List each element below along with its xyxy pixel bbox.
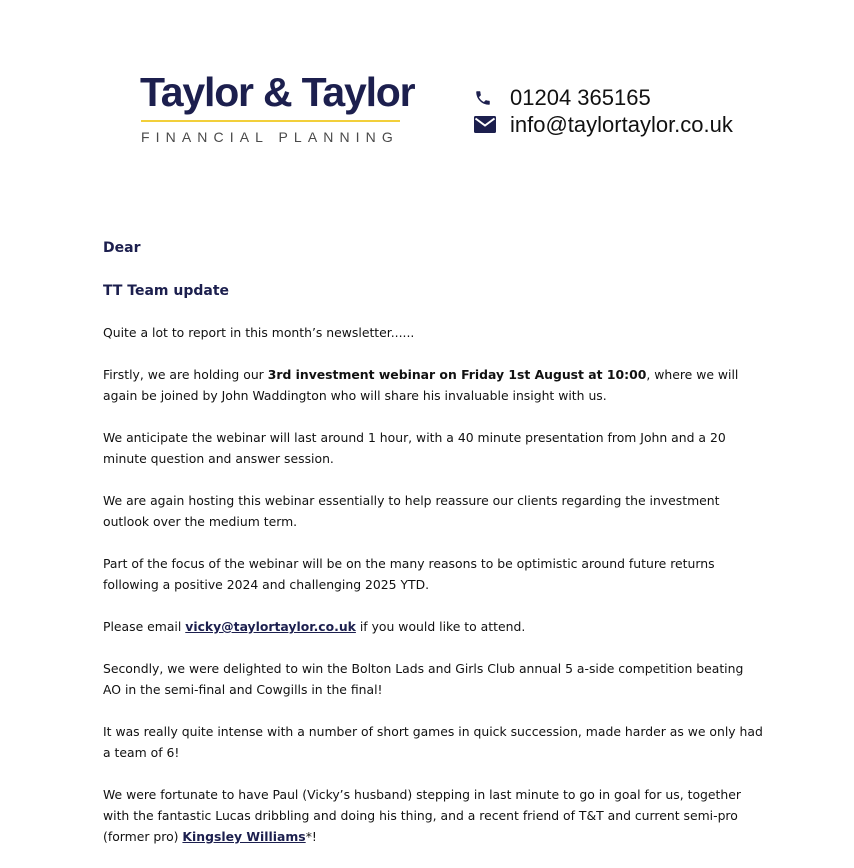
vicky-email-link[interactable]: vicky@taylortaylor.co.uk [185,619,356,634]
paragraph-focus: Part of the focus of the webinar will be on the many reasons to be optimistic around future returns following a positive 2024 and challenging 2025 YTD. [103,556,715,592]
text: We were fortunate to have Paul (Vicky’s husband) stepping in last minute to go in goal for us, together with the fantastic Lucas dribbling and doing his thing, and a recent friend of T&T and current semi-pro (former pro) [103,787,741,844]
text: if you would like to attend. [355,619,526,634]
kingsley-williams-link[interactable]: Kingsley Williams [182,829,306,844]
paragraph-intensity: It was really quite intense with a number of short games in quick succession, made harder as we only had a team of 6! [103,724,763,760]
contact-details [474,84,733,138]
phone-icon [474,88,496,108]
paragraph-intro: Quite a lot to report in this month’s newsletter...... [103,325,415,340]
company-logo [140,69,415,145]
text: Firstly, we are holding our [103,367,268,382]
logo-subtitle: FINANCIAL PLANNING [141,129,399,145]
greeting: Dear [103,240,141,256]
logo-divider [141,120,400,122]
phone-number: 01204 365165 [510,85,651,110]
paragraph-duration: We anticipate the webinar will last around 1 hour, with a 40 minute presentation from John and a 20 minute question and answer session. [103,430,726,466]
paragraph-team [103,784,763,847]
paragraph-purpose: We are again hosting this webinar essentially to help reassure our clients regarding the investment outlook over the medium term. [103,493,720,529]
webinar-date-highlight: 3rd investment webinar on Friday 1st August at 10:00 [267,367,647,382]
text: *! [305,829,317,844]
text: Please email [103,619,186,634]
envelope-icon [474,115,496,135]
logo-title: Taylor & Taylor [140,69,415,115]
paragraph-competition: Secondly, we were delighted to win the Bolton Lads and Girls Club annual 5 a-side competition beating AO in the semi-final and Cowgills in the final! [103,661,744,697]
section-title: TT Team update [103,283,230,299]
letter-header [0,0,854,200]
text: , where we will again be joined by John Waddington who will share his invaluable insight with us. [103,367,739,403]
email-address: info@taylortaylor.co.uk [510,112,733,137]
contact-phone [474,84,733,111]
letter-body [103,237,763,868]
paragraph-rsvp [103,616,763,637]
contact-email [474,111,733,138]
paragraph-webinar [103,364,763,406]
